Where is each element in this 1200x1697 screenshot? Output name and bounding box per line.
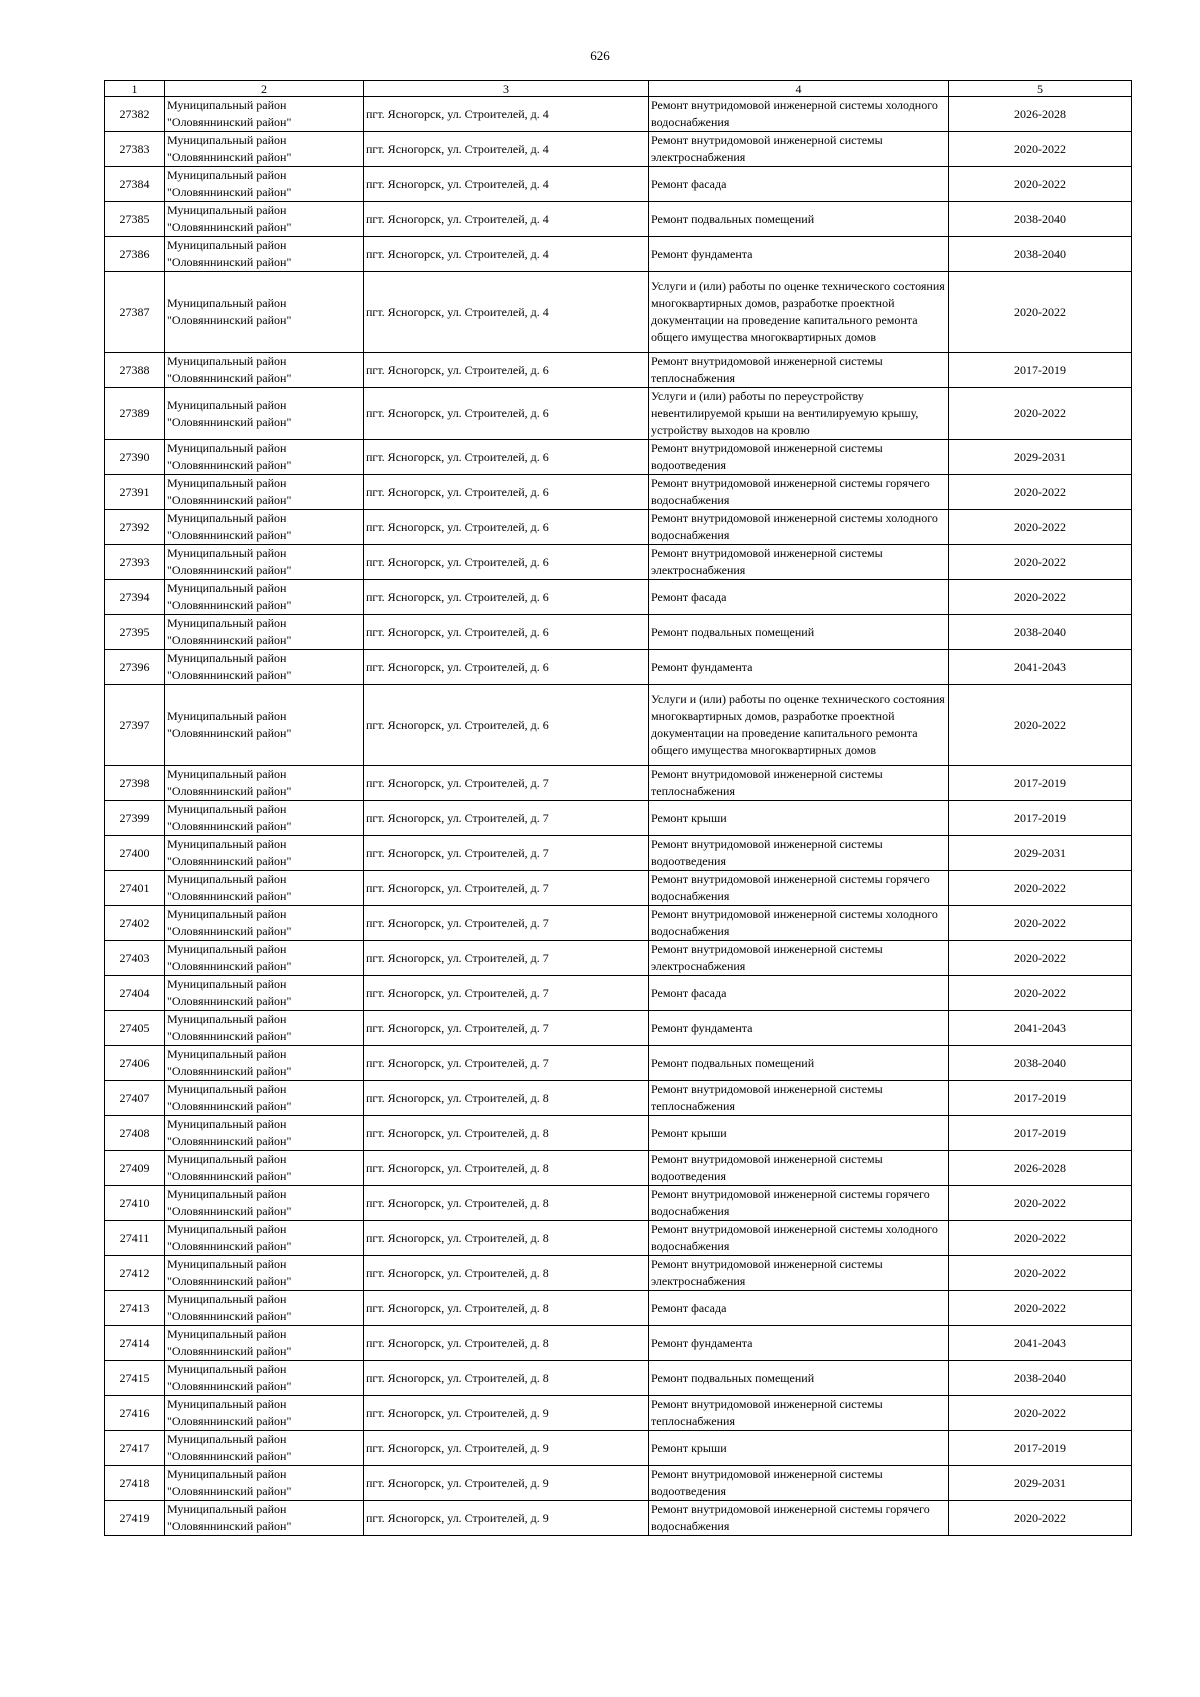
address-cell: пгт. Ясногорск, ул. Строителей, д. 9 bbox=[364, 1501, 649, 1536]
address-cell: пгт. Ясногорск, ул. Строителей, д. 8 bbox=[364, 1116, 649, 1151]
row-number: 27412 bbox=[105, 1256, 165, 1291]
period-cell: 2020-2022 bbox=[949, 1186, 1132, 1221]
table-row bbox=[105, 941, 1132, 976]
work-type-cell: Ремонт фасада bbox=[649, 167, 949, 202]
table-row bbox=[105, 167, 1132, 202]
column-header-4: 4 bbox=[649, 81, 949, 97]
table-row bbox=[105, 272, 1132, 353]
municipality-cell: Муниципальный район "Оловяннинский район" bbox=[165, 545, 364, 580]
row-number: 27395 bbox=[105, 615, 165, 650]
municipality-cell: Муниципальный район "Оловяннинский район" bbox=[165, 132, 364, 167]
municipality-cell: Муниципальный район "Оловяннинский район" bbox=[165, 237, 364, 272]
table-row bbox=[105, 906, 1132, 941]
table-row bbox=[105, 871, 1132, 906]
address-cell: пгт. Ясногорск, ул. Строителей, д. 8 bbox=[364, 1221, 649, 1256]
municipality-cell: Муниципальный район "Оловяннинский район" bbox=[165, 1361, 364, 1396]
row-number: 27386 bbox=[105, 237, 165, 272]
address-cell: пгт. Ясногорск, ул. Строителей, д. 8 bbox=[364, 1326, 649, 1361]
work-type-cell: Ремонт внутридомовой инженерной системы электроснабжения bbox=[649, 1256, 949, 1291]
period-cell: 2020-2022 bbox=[949, 1396, 1132, 1431]
municipality-cell: Муниципальный район "Оловяннинский район" bbox=[165, 202, 364, 237]
address-cell: пгт. Ясногорск, ул. Строителей, д. 8 bbox=[364, 1361, 649, 1396]
municipality-cell: Муниципальный район "Оловяннинский район" bbox=[165, 1186, 364, 1221]
work-type-cell: Ремонт внутридомовой инженерной системы холодного водоснабжения bbox=[649, 510, 949, 545]
address-cell: пгт. Ясногорск, ул. Строителей, д. 6 bbox=[364, 650, 649, 685]
municipality-cell: Муниципальный район "Оловяннинский район" bbox=[165, 475, 364, 510]
row-number: 27404 bbox=[105, 976, 165, 1011]
column-header-3: 3 bbox=[364, 81, 649, 97]
table-row bbox=[105, 976, 1132, 1011]
work-type-cell: Ремонт фундамента bbox=[649, 237, 949, 272]
column-header-2: 2 bbox=[165, 81, 364, 97]
work-type-cell: Ремонт внутридомовой инженерной системы водоотведения bbox=[649, 1151, 949, 1186]
row-number: 27415 bbox=[105, 1361, 165, 1396]
table-row bbox=[105, 1081, 1132, 1116]
address-cell: пгт. Ясногорск, ул. Строителей, д. 7 bbox=[364, 941, 649, 976]
work-type-cell: Ремонт внутридомовой инженерной системы водоотведения bbox=[649, 836, 949, 871]
period-cell: 2038-2040 bbox=[949, 237, 1132, 272]
row-number: 27414 bbox=[105, 1326, 165, 1361]
address-cell: пгт. Ясногорск, ул. Строителей, д. 4 bbox=[364, 167, 649, 202]
row-number: 27401 bbox=[105, 871, 165, 906]
work-type-cell: Ремонт внутридомовой инженерной системы горячего водоснабжения bbox=[649, 871, 949, 906]
row-number: 27384 bbox=[105, 167, 165, 202]
period-cell: 2020-2022 bbox=[949, 1501, 1132, 1536]
period-cell: 2020-2022 bbox=[949, 976, 1132, 1011]
work-type-cell: Ремонт внутридомовой инженерной системы горячего водоснабжения bbox=[649, 1186, 949, 1221]
period-cell: 2029-2031 bbox=[949, 836, 1132, 871]
work-type-cell: Услуги и (или) работы по оценке технического состояния многоквартирных домов, разработке проектной документации на проведение капитального ремонта общего имущества многоквартирных домов bbox=[649, 685, 949, 766]
table-row bbox=[105, 1151, 1132, 1186]
municipality-cell: Муниципальный район "Оловяннинский район" bbox=[165, 388, 364, 440]
row-number: 27397 bbox=[105, 685, 165, 766]
row-number: 27405 bbox=[105, 1011, 165, 1046]
table-row bbox=[105, 766, 1132, 801]
municipality-cell: Муниципальный район "Оловяннинский район" bbox=[165, 836, 364, 871]
municipality-cell: Муниципальный район "Оловяннинский район" bbox=[165, 1326, 364, 1361]
table-row bbox=[105, 510, 1132, 545]
column-header-5: 5 bbox=[949, 81, 1132, 97]
table-row bbox=[105, 801, 1132, 836]
address-cell: пгт. Ясногорск, ул. Строителей, д. 9 bbox=[364, 1466, 649, 1501]
period-cell: 2017-2019 bbox=[949, 1116, 1132, 1151]
work-type-cell: Услуги и (или) работы по переустройству невентилируемой крыши на вентилируемую крышу, устройству выходов на кровлю bbox=[649, 388, 949, 440]
address-cell: пгт. Ясногорск, ул. Строителей, д. 7 bbox=[364, 836, 649, 871]
row-number: 27389 bbox=[105, 388, 165, 440]
work-type-cell: Ремонт внутридомовой инженерной системы водоотведения bbox=[649, 1466, 949, 1501]
row-number: 27392 bbox=[105, 510, 165, 545]
period-cell: 2020-2022 bbox=[949, 871, 1132, 906]
table-row bbox=[105, 237, 1132, 272]
period-cell: 2020-2022 bbox=[949, 1221, 1132, 1256]
address-cell: пгт. Ясногорск, ул. Строителей, д. 7 bbox=[364, 906, 649, 941]
municipality-cell: Муниципальный район "Оловяннинский район" bbox=[165, 766, 364, 801]
period-cell: 2017-2019 bbox=[949, 801, 1132, 836]
column-header-1: 1 bbox=[105, 81, 165, 97]
municipality-cell: Муниципальный район "Оловяннинский район" bbox=[165, 1081, 364, 1116]
address-cell: пгт. Ясногорск, ул. Строителей, д. 8 bbox=[364, 1151, 649, 1186]
period-cell: 2020-2022 bbox=[949, 510, 1132, 545]
row-number: 27406 bbox=[105, 1046, 165, 1081]
municipality-cell: Муниципальный район "Оловяннинский район" bbox=[165, 97, 364, 132]
table-row bbox=[105, 440, 1132, 475]
address-cell: пгт. Ясногорск, ул. Строителей, д. 8 bbox=[364, 1291, 649, 1326]
work-type-cell: Ремонт внутридомовой инженерной системы холодного водоснабжения bbox=[649, 906, 949, 941]
municipality-cell: Муниципальный район "Оловяннинский район" bbox=[165, 167, 364, 202]
address-cell: пгт. Ясногорск, ул. Строителей, д. 6 bbox=[364, 685, 649, 766]
municipality-cell: Муниципальный район "Оловяннинский район" bbox=[165, 871, 364, 906]
work-type-cell: Ремонт подвальных помещений bbox=[649, 615, 949, 650]
work-type-cell: Ремонт внутридомовой инженерной системы теплоснабжения bbox=[649, 353, 949, 388]
row-number: 27385 bbox=[105, 202, 165, 237]
table-row bbox=[105, 650, 1132, 685]
period-cell: 2020-2022 bbox=[949, 545, 1132, 580]
address-cell: пгт. Ясногорск, ул. Строителей, д. 6 bbox=[364, 510, 649, 545]
work-type-cell: Ремонт внутридомовой инженерной системы электроснабжения bbox=[649, 941, 949, 976]
period-cell: 2041-2043 bbox=[949, 1326, 1132, 1361]
municipality-cell: Муниципальный район "Оловяннинский район" bbox=[165, 1046, 364, 1081]
row-number: 27390 bbox=[105, 440, 165, 475]
row-number: 27402 bbox=[105, 906, 165, 941]
row-number: 27410 bbox=[105, 1186, 165, 1221]
work-type-cell: Ремонт внутридомовой инженерной системы горячего водоснабжения bbox=[649, 1501, 949, 1536]
municipality-cell: Муниципальный район "Оловяннинский район" bbox=[165, 801, 364, 836]
municipality-cell: Муниципальный район "Оловяннинский район" bbox=[165, 941, 364, 976]
table-row bbox=[105, 1431, 1132, 1466]
municipality-cell: Муниципальный район "Оловяннинский район" bbox=[165, 272, 364, 353]
table-row bbox=[105, 475, 1132, 510]
municipality-cell: Муниципальный район "Оловяннинский район" bbox=[165, 976, 364, 1011]
address-cell: пгт. Ясногорск, ул. Строителей, д. 8 bbox=[364, 1186, 649, 1221]
work-type-cell: Ремонт внутридомовой инженерной системы теплоснабжения bbox=[649, 1081, 949, 1116]
work-type-cell: Ремонт внутридомовой инженерной системы холодного водоснабжения bbox=[649, 97, 949, 132]
row-number: 27382 bbox=[105, 97, 165, 132]
table-row bbox=[105, 615, 1132, 650]
address-cell: пгт. Ясногорск, ул. Строителей, д. 6 bbox=[364, 353, 649, 388]
address-cell: пгт. Ясногорск, ул. Строителей, д. 4 bbox=[364, 132, 649, 167]
table-row bbox=[105, 1396, 1132, 1431]
municipality-cell: Муниципальный район "Оловяннинский район" bbox=[165, 906, 364, 941]
period-cell: 2026-2028 bbox=[949, 1151, 1132, 1186]
table-row bbox=[105, 1186, 1132, 1221]
address-cell: пгт. Ясногорск, ул. Строителей, д. 4 bbox=[364, 202, 649, 237]
table-row bbox=[105, 685, 1132, 766]
work-type-cell: Ремонт фасада bbox=[649, 1291, 949, 1326]
work-type-cell: Ремонт фундамента bbox=[649, 650, 949, 685]
municipality-cell: Муниципальный район "Оловяннинский район" bbox=[165, 580, 364, 615]
work-type-cell: Ремонт внутридомовой инженерной системы электроснабжения bbox=[649, 545, 949, 580]
table-row bbox=[105, 353, 1132, 388]
row-number: 27411 bbox=[105, 1221, 165, 1256]
municipality-cell: Муниципальный район "Оловяннинский район" bbox=[165, 510, 364, 545]
work-type-cell: Ремонт крыши bbox=[649, 1116, 949, 1151]
municipality-cell: Муниципальный район "Оловяннинский район" bbox=[165, 615, 364, 650]
period-cell: 2020-2022 bbox=[949, 1291, 1132, 1326]
period-cell: 2041-2043 bbox=[949, 650, 1132, 685]
row-number: 27388 bbox=[105, 353, 165, 388]
municipality-cell: Муниципальный район "Оловяннинский район" bbox=[165, 440, 364, 475]
work-type-cell: Ремонт фасада bbox=[649, 580, 949, 615]
work-type-cell: Услуги и (или) работы по оценке технического состояния многоквартирных домов, разработке проектной документации на проведение капитального ремонта общего имущества многоквартирных домов bbox=[649, 272, 949, 353]
municipality-cell: Муниципальный район "Оловяннинский район" bbox=[165, 1151, 364, 1186]
period-cell: 2020-2022 bbox=[949, 941, 1132, 976]
address-cell: пгт. Ясногорск, ул. Строителей, д. 9 bbox=[364, 1431, 649, 1466]
table-row bbox=[105, 1501, 1132, 1536]
period-cell: 2029-2031 bbox=[949, 440, 1132, 475]
work-type-cell: Ремонт внутридомовой инженерной системы электроснабжения bbox=[649, 132, 949, 167]
address-cell: пгт. Ясногорск, ул. Строителей, д. 7 bbox=[364, 1046, 649, 1081]
period-cell: 2029-2031 bbox=[949, 1466, 1132, 1501]
period-cell: 2017-2019 bbox=[949, 1081, 1132, 1116]
period-cell: 2020-2022 bbox=[949, 132, 1132, 167]
row-number: 27393 bbox=[105, 545, 165, 580]
row-number: 27398 bbox=[105, 766, 165, 801]
period-cell: 2038-2040 bbox=[949, 615, 1132, 650]
page-number: 626 bbox=[590, 48, 610, 63]
row-number: 27418 bbox=[105, 1466, 165, 1501]
row-number: 27399 bbox=[105, 801, 165, 836]
address-cell: пгт. Ясногорск, ул. Строителей, д. 7 bbox=[364, 766, 649, 801]
address-cell: пгт. Ясногорск, ул. Строителей, д. 8 bbox=[364, 1256, 649, 1291]
period-cell: 2026-2028 bbox=[949, 97, 1132, 132]
table-row bbox=[105, 97, 1132, 132]
period-cell: 2041-2043 bbox=[949, 1011, 1132, 1046]
municipality-cell: Муниципальный район "Оловяннинский район" bbox=[165, 1466, 364, 1501]
table-row bbox=[105, 836, 1132, 871]
row-number: 27391 bbox=[105, 475, 165, 510]
municipality-cell: Муниципальный район "Оловяннинский район" bbox=[165, 685, 364, 766]
table-row bbox=[105, 1291, 1132, 1326]
table-row bbox=[105, 388, 1132, 440]
address-cell: пгт. Ясногорск, ул. Строителей, д. 7 bbox=[364, 801, 649, 836]
work-type-cell: Ремонт внутридомовой инженерной системы холодного водоснабжения bbox=[649, 1221, 949, 1256]
work-type-cell: Ремонт внутридомовой инженерной системы теплоснабжения bbox=[649, 1396, 949, 1431]
municipality-cell: Муниципальный район "Оловяннинский район" bbox=[165, 1011, 364, 1046]
row-number: 27400 bbox=[105, 836, 165, 871]
municipality-cell: Муниципальный район "Оловяннинский район" bbox=[165, 650, 364, 685]
address-cell: пгт. Ясногорск, ул. Строителей, д. 9 bbox=[364, 1396, 649, 1431]
period-cell: 2020-2022 bbox=[949, 167, 1132, 202]
work-type-cell: Ремонт фундамента bbox=[649, 1326, 949, 1361]
table-row bbox=[105, 1116, 1132, 1151]
row-number: 27396 bbox=[105, 650, 165, 685]
row-number: 27417 bbox=[105, 1431, 165, 1466]
table-row bbox=[105, 132, 1132, 167]
table-row bbox=[105, 1256, 1132, 1291]
table-row bbox=[105, 1011, 1132, 1046]
period-cell: 2017-2019 bbox=[949, 1431, 1132, 1466]
address-cell: пгт. Ясногорск, ул. Строителей, д. 4 bbox=[364, 237, 649, 272]
table-row bbox=[105, 1361, 1132, 1396]
table-row bbox=[105, 1326, 1132, 1361]
table-row bbox=[105, 1221, 1132, 1256]
row-number: 27394 bbox=[105, 580, 165, 615]
table-row bbox=[105, 1046, 1132, 1081]
period-cell: 2020-2022 bbox=[949, 580, 1132, 615]
period-cell: 2020-2022 bbox=[949, 388, 1132, 440]
period-cell: 2038-2040 bbox=[949, 1361, 1132, 1396]
row-number: 27409 bbox=[105, 1151, 165, 1186]
work-type-cell: Ремонт внутридомовой инженерной системы теплоснабжения bbox=[649, 766, 949, 801]
period-cell: 2038-2040 bbox=[949, 202, 1132, 237]
row-number: 27407 bbox=[105, 1081, 165, 1116]
table-row bbox=[105, 545, 1132, 580]
work-type-cell: Ремонт внутридомовой инженерной системы горячего водоснабжения bbox=[649, 475, 949, 510]
address-cell: пгт. Ясногорск, ул. Строителей, д. 6 bbox=[364, 615, 649, 650]
work-type-cell: Ремонт крыши bbox=[649, 1431, 949, 1466]
address-cell: пгт. Ясногорск, ул. Строителей, д. 7 bbox=[364, 1011, 649, 1046]
municipality-cell: Муниципальный район "Оловяннинский район" bbox=[165, 1431, 364, 1466]
period-cell: 2020-2022 bbox=[949, 906, 1132, 941]
work-type-cell: Ремонт фундамента bbox=[649, 1011, 949, 1046]
address-cell: пгт. Ясногорск, ул. Строителей, д. 4 bbox=[364, 272, 649, 353]
work-type-cell: Ремонт подвальных помещений bbox=[649, 1046, 949, 1081]
table-row bbox=[105, 580, 1132, 615]
row-number: 27413 bbox=[105, 1291, 165, 1326]
table-row bbox=[105, 1466, 1132, 1501]
period-cell: 2020-2022 bbox=[949, 1256, 1132, 1291]
table-body bbox=[105, 97, 1132, 1536]
row-number: 27408 bbox=[105, 1116, 165, 1151]
work-type-cell: Ремонт подвальных помещений bbox=[649, 202, 949, 237]
municipality-cell: Муниципальный район "Оловяннинский район" bbox=[165, 1221, 364, 1256]
row-number: 27387 bbox=[105, 272, 165, 353]
address-cell: пгт. Ясногорск, ул. Строителей, д. 6 bbox=[364, 475, 649, 510]
period-cell: 2020-2022 bbox=[949, 685, 1132, 766]
address-cell: пгт. Ясногорск, ул. Строителей, д. 7 bbox=[364, 976, 649, 1011]
address-cell: пгт. Ясногорск, ул. Строителей, д. 7 bbox=[364, 871, 649, 906]
work-type-cell: Ремонт фасада bbox=[649, 976, 949, 1011]
municipality-cell: Муниципальный район "Оловяннинский район" bbox=[165, 1396, 364, 1431]
address-cell: пгт. Ясногорск, ул. Строителей, д. 6 bbox=[364, 580, 649, 615]
work-type-cell: Ремонт крыши bbox=[649, 801, 949, 836]
table-row bbox=[105, 202, 1132, 237]
period-cell: 2017-2019 bbox=[949, 766, 1132, 801]
work-type-cell: Ремонт подвальных помещений bbox=[649, 1361, 949, 1396]
row-number: 27419 bbox=[105, 1501, 165, 1536]
period-cell: 2020-2022 bbox=[949, 475, 1132, 510]
period-cell: 2017-2019 bbox=[949, 353, 1132, 388]
capital-repair-table bbox=[104, 80, 1132, 1536]
period-cell: 2020-2022 bbox=[949, 272, 1132, 353]
municipality-cell: Муниципальный район "Оловяннинский район" bbox=[165, 1116, 364, 1151]
municipality-cell: Муниципальный район "Оловяннинский район" bbox=[165, 1256, 364, 1291]
work-type-cell: Ремонт внутридомовой инженерной системы водоотведения bbox=[649, 440, 949, 475]
header-row bbox=[105, 81, 1132, 97]
address-cell: пгт. Ясногорск, ул. Строителей, д. 8 bbox=[364, 1081, 649, 1116]
municipality-cell: Муниципальный район "Оловяннинский район" bbox=[165, 1291, 364, 1326]
row-number: 27416 bbox=[105, 1396, 165, 1431]
municipality-cell: Муниципальный район "Оловяннинский район" bbox=[165, 1501, 364, 1536]
row-number: 27383 bbox=[105, 132, 165, 167]
address-cell: пгт. Ясногорск, ул. Строителей, д. 6 bbox=[364, 388, 649, 440]
address-cell: пгт. Ясногорск, ул. Строителей, д. 6 bbox=[364, 545, 649, 580]
address-cell: пгт. Ясногорск, ул. Строителей, д. 4 bbox=[364, 97, 649, 132]
municipality-cell: Муниципальный район "Оловяннинский район" bbox=[165, 353, 364, 388]
period-cell: 2038-2040 bbox=[949, 1046, 1132, 1081]
row-number: 27403 bbox=[105, 941, 165, 976]
address-cell: пгт. Ясногорск, ул. Строителей, д. 6 bbox=[364, 440, 649, 475]
